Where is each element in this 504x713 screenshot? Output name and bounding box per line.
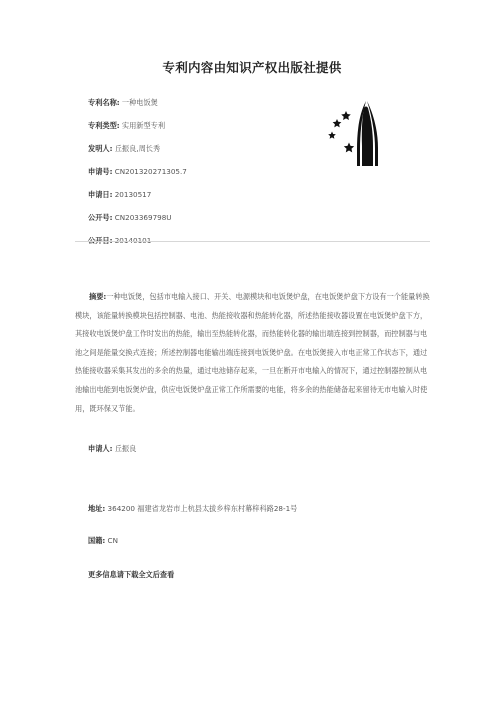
meta-row-publication-number [88, 212, 348, 235]
country-value: CN [107, 536, 118, 545]
meta-label: 公开号: [88, 213, 113, 222]
meta-value: CN201320271305.7 [114, 167, 187, 176]
applicant-value: 丘振良 [114, 444, 137, 453]
meta-value: 丘振良,周长秀 [114, 144, 161, 153]
section-divider [75, 241, 430, 242]
meta-row-application-date [88, 189, 348, 212]
meta-label: 发明人: [88, 144, 113, 153]
meta-label: 专利名称: [88, 98, 120, 107]
abstract-text: 一种电饭煲，包括市电输入接口、开关、电源模块和电饭煲炉盘，在电饭煲炉盘下方设有一个能量转换模块，该能量转换模块包括控制器、电池、热能接收器和热能转化器，所述热能接收器设置在电饭煲炉盘下方，其接收电饭煲炉盘工作时发出的热能，输出至热能转化器，而热能转化器的输出端连接到控制器，而控制器与电池之间是能量交换式连接；所述控制器电能输出端连接到电饭煲炉盘。在电饭煲接入市电正常工作状态下，通过热能接收器采集其发出的多余的热量，通过电池储存起来，一旦在断开市电输入的情况下，通过控制器控制从电池输出电能到电饭煲炉盘，供应电饭煲炉盘正常工作所需要的电能，将多余的热能储备起来留待无市电输入时使用，既环保又节能。 [75, 292, 430, 413]
page-title: 专利内容由知识产权出版社提供 [162, 60, 342, 75]
applicant-label: 申请人: [88, 444, 113, 453]
meta-row-inventor [88, 143, 348, 166]
meta-value: 20130517 [114, 190, 152, 199]
address-label: 地址: [88, 504, 106, 513]
meta-value: CN203369798U [114, 213, 172, 222]
country-label: 国籍: [88, 536, 106, 545]
patent-meta [88, 97, 348, 258]
meta-row-application-number [88, 166, 348, 189]
meta-row-patent-name [88, 97, 348, 120]
address-line [88, 504, 297, 514]
abstract-label: 摘要: [89, 292, 107, 301]
meta-label: 申请日: [88, 190, 113, 199]
meta-value: 一种电饭煲 [121, 98, 158, 107]
cnipa-emblem-icon [326, 98, 384, 168]
meta-label: 公开日: [88, 236, 113, 245]
abstract-paragraph [75, 288, 430, 418]
meta-label: 专利类型: [88, 121, 120, 130]
address-value: 364200 福建省龙岩市上杭县太拔乡梓东村幕梓科路28-1号 [107, 504, 298, 513]
meta-label: 申请号: [88, 167, 113, 176]
meta-value: 实用新型专利 [121, 121, 166, 130]
meta-row-patent-type [88, 120, 348, 143]
download-fulltext-link[interactable]: 更多信息请下载全文后查看 [88, 570, 175, 579]
applicant-line [88, 444, 136, 454]
meta-row-publication-date [88, 235, 348, 258]
country-line [88, 536, 118, 546]
meta-value: 20140101 [114, 236, 152, 245]
